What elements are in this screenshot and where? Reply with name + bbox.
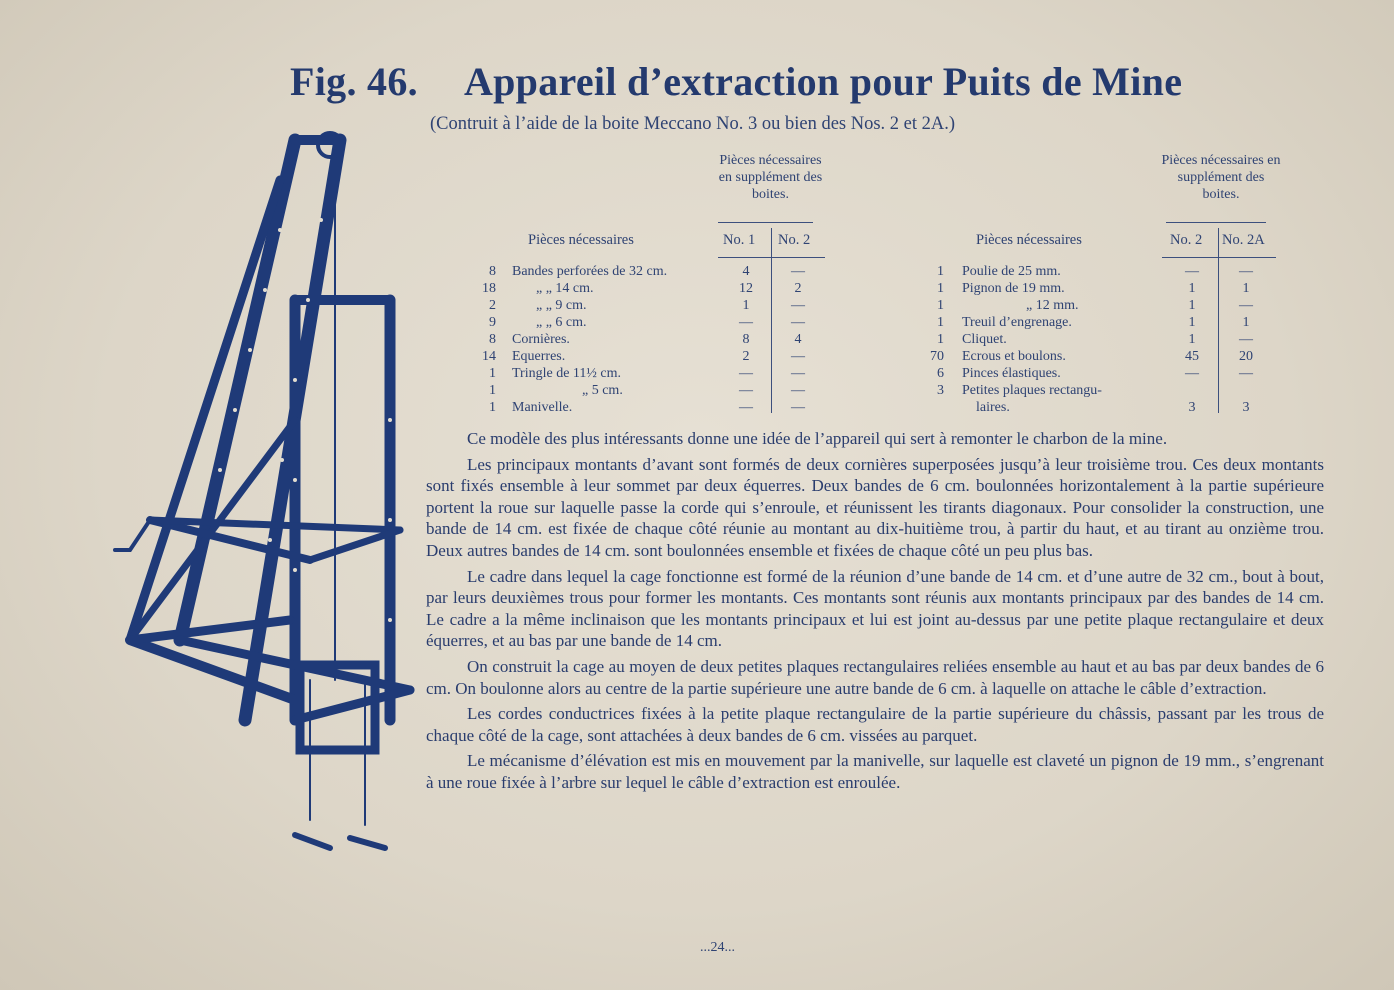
figure-number: Fig. 46. — [290, 59, 418, 104]
figure-title: Appareil d’extraction pour Puits de Mine — [463, 59, 1183, 104]
parts-table-right: Pièces nécessaires en supplément des boites. Pièces nécessaires No. 2 No. 2A 1 Poulie de 25 mm. — — 1 Pignon de 19 mm. 1 1 1 „ 12 mm. 1 — 1 Treuil d’engrenage. 1 1 1 Cliquet. 1 — 70 Ecrous et boulons. 45 20 6 Pinces élastiques. — — 3 Petites plaques rectangu- laires. 3 3 — [930, 153, 1281, 415]
body-text — [426, 428, 1324, 798]
supplement-header: Pièces nécessaires en supplément des boites. — [718, 153, 823, 202]
col-no2-header: No. 2 — [1170, 232, 1203, 248]
paragraph: Les cordes conductrices fixées à la petite plaque rectangulaire de la partie supérieure du châssis, passant par les trous de chaque côté de la cage, sont attachées à deux bandes de 6 cm. vissées au parquet. — [426, 704, 1324, 745]
col-no1-header: No. 1 — [723, 232, 756, 248]
paragraph: On construit la cage au moyen de deux petites plaques rectangulaires reliées ensemble au haut et au bas par deux bandes de 6 cm. On boulonne alors au centre de la partie supérieure une autre bande de 6 cm. à laquelle on attache le câble d’extraction. — [426, 656, 1324, 698]
paragraph: Le cadre dans lequel la cage fonctionne est formé de la réunion d’une bande de 14 cm. et d’une autre de 32 cm., bout à bout, par leurs deuxièmes trous pour former les montants. Ces montants sont réunis aux montants principaux par des bandes de 14 cm. Le cadre a la même inclinaison que les montants principaux et lui est joint au-dessus par une petite plaque rectangulaire et deux équerres, et au bas par une bande de 14 cm. — [426, 566, 1324, 651]
header-rule — [1162, 257, 1276, 258]
paragraph: Les principaux montants d’avant sont formés de deux cornières superposées jusqu’à leur troisième trou. Ces deux montants sont fixés ensemble à leur sommet par deux équerres. Deux bandes de 6 cm. boulonnées horizontalement à la partie supérieure portent la roue sur laquelle passe la corde qui s’enroule, et réunissent les tirants diagonaux. Pour consolider la construction, une bande de 14 cm. est fixée de chaque côté réunie au montant au dix-huitième trou, à partir du haut, et au tirant au onzième trou. Deux autres bandes de 14 cm. sont boulonnées ensemble et fixées de chaque côté un peu plus bas. — [426, 454, 1324, 560]
supplement-header: Pièces nécessaires en supplément des boites. — [1161, 153, 1281, 202]
parts-table-left: Pièces nécessaires en supplément des boites. Pièces nécessaires No. 1 No. 2 8 Bandes perforées de 32 cm. 4 — 18 „ „ 14 cm. 12 2 2 „ „ 9 cm. 1 — 9 „ „ 6 cm. — — 8 Cornières. 8 4 14 Equerres. 2 — 1 Tringle de 11½ cm. — — 1 „ 5 cm. — — 1 Manivelle. — — — [478, 150, 828, 420]
parts-header: Pièces nécessaires — [528, 232, 634, 248]
column-divider — [771, 228, 772, 413]
col-no2a-header: No. 2A — [1222, 232, 1265, 248]
paragraph: Le mécanisme d’élévation est mis en mouvement par la manivelle, sur laquelle est claveté un pignon de 19 mm., s’engrenant à une roue fixée à l’arbre sur lequel le câble d’extraction est enroulée. — [426, 751, 1324, 792]
mine-hoist-illustration — [110, 120, 430, 880]
parts-header: Pièces nécessaires — [976, 232, 1082, 248]
column-divider — [1218, 228, 1219, 413]
page-title — [290, 58, 1250, 105]
header-rule — [718, 222, 813, 223]
col-no2-header: No. 2 — [778, 232, 811, 248]
header-rule — [1166, 222, 1266, 223]
page-number: ...24... — [700, 940, 735, 955]
paragraph: Ce modèle des plus intéressants donne une idée de l’appareil qui sert à remonter le charbon de la mine. — [467, 429, 1168, 448]
page-subtitle: (Contruit à l’aide de la boite Meccano No. 3 ou bien des Nos. 2 et 2A.) — [430, 114, 956, 134]
